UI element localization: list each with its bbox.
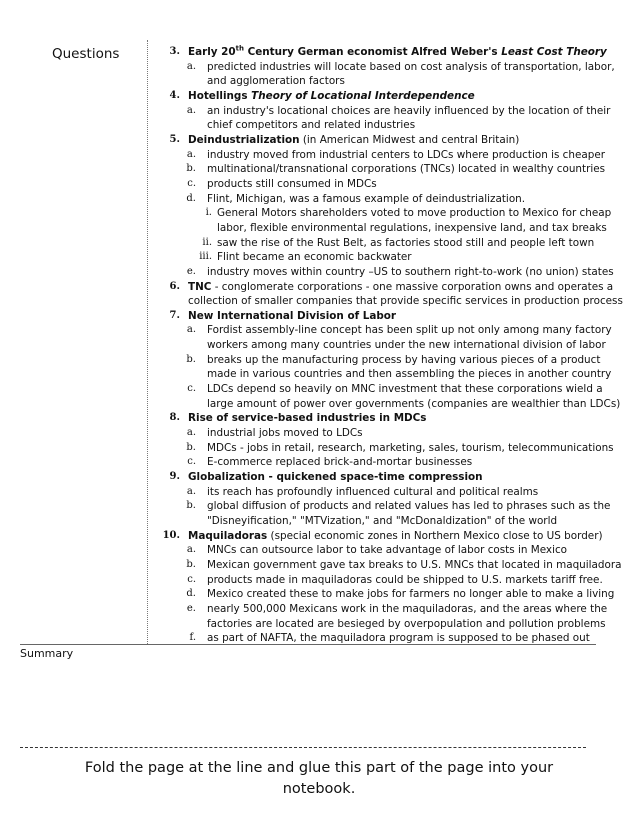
line-text: an industry's locational choices are heavily influenced by the location of their (207, 104, 611, 117)
text-run: TNC (188, 280, 212, 293)
continuation-line (162, 514, 596, 529)
sub-item (162, 441, 614, 456)
line-text (188, 281, 613, 293)
line-text: LDCs depend so heavily on MNC investment that these corporations wield a (207, 383, 603, 396)
continuation-line (162, 397, 621, 412)
line-text (188, 90, 475, 102)
text-run: Early 20 (188, 46, 236, 58)
line-text: Mexican government gave tax breaks to U.S. MNCs that located in maquiladora (207, 558, 622, 571)
sub-item-letter: b. (186, 441, 196, 453)
sub-item (162, 162, 606, 177)
line-text: Fordist assembly-line concept has been split up not only among many factory (207, 324, 612, 337)
line-text: made in various countries and then assembling the pieces in another country (207, 368, 612, 381)
line-text: chief competitors and related industries (207, 119, 416, 132)
item-number: 7. (169, 309, 180, 321)
line-text (188, 134, 519, 146)
roman-numeral: iii. (199, 251, 212, 263)
outline-item (162, 309, 596, 324)
line-text: products made in maquiladoras could be shipped to U.S. markets tariff free. (207, 573, 603, 586)
text-run: - conglomerate corporations - one massive corporation owns and operates a (211, 280, 614, 293)
line-text: its reach has profoundly influenced cultural and political realms (207, 485, 539, 498)
text-run: Least Cost Theory (501, 46, 607, 58)
sub-item-letter: c. (187, 383, 196, 395)
text-run: Theory of Locational Interdependence (251, 89, 475, 102)
sub-item-letter: a. (186, 104, 196, 116)
sub-item (162, 177, 596, 192)
line-text: collection of smaller companies that provide specific services in production process (188, 295, 623, 308)
continuation-line (162, 367, 612, 382)
text-run: Globalization - quickened space-time compression (188, 471, 483, 484)
line-text: industry moves within country –US to southern right-to-work (no union) states (207, 265, 614, 278)
line-text: large amount of power over governments (companies are wealthier than LDCs) (207, 397, 621, 410)
text-run: Century German economist Alfred Weber's (244, 46, 502, 58)
outline-item (162, 470, 596, 485)
line-text: predicted industries will locate based on cost analysis of transportation, labor, (207, 60, 615, 73)
sub-item (162, 265, 614, 280)
sub-item-letter: a. (186, 544, 196, 556)
sub-item-letter: a. (186, 60, 196, 72)
line-text: products still consumed in MDCs (207, 177, 377, 190)
summary-divider (20, 644, 596, 645)
outline-item (162, 280, 614, 295)
outline-item (162, 411, 596, 426)
line-text: multinational/transnational corporations (TNCs) located in wealthy countries (207, 163, 606, 176)
sub-item (162, 148, 605, 163)
sub-item-letter: b. (186, 163, 196, 175)
sub-item-letter: e. (186, 265, 196, 277)
continuation-line (162, 294, 623, 309)
sub-item-letter: d. (186, 588, 196, 600)
line-text: as part of NAFTA, the maquiladora program is supposed to be phased out (207, 632, 590, 645)
line-text (188, 310, 396, 322)
item-number: 3. (169, 46, 180, 57)
roman-item (162, 236, 596, 251)
sub-item-letter: b. (186, 353, 196, 365)
line-text: and agglomeration factors (207, 75, 345, 88)
continuation-line (162, 338, 606, 353)
continuation-line (162, 118, 596, 133)
sub-item (162, 192, 596, 207)
sub-item (162, 602, 608, 617)
item-number: 9. (169, 471, 180, 483)
item-number: 8. (169, 412, 180, 424)
line-text: factories are located are besieged by overpopulation and pollution problems (207, 617, 606, 630)
sub-item (162, 60, 615, 75)
item-number: 6. (169, 280, 180, 292)
item-number: 10. (162, 529, 180, 541)
questions-label: Questions (52, 46, 120, 62)
continuation-line (162, 221, 607, 236)
outline-item (162, 133, 596, 148)
continuation-line (162, 617, 606, 632)
text-run: th (235, 44, 244, 53)
sub-item (162, 323, 612, 338)
line-text: MDCs - jobs in retail, research, marketing, sales, tourism, telecommunications (207, 441, 614, 454)
line-text: industry moved from industrial centers to LDCs where production is cheaper (207, 148, 605, 161)
sub-item-letter: c. (187, 573, 196, 585)
sub-item-letter: b. (186, 500, 196, 512)
sub-item-letter: a. (186, 148, 196, 160)
text-run: Rise of service-based industries in MDCs (188, 412, 427, 425)
sub-item-letter: c. (187, 456, 196, 468)
fold-instruction: Fold the page at the line and glue this part of the page into your notebook. (84, 760, 554, 797)
summary-label: Summary (20, 647, 74, 660)
sub-item-letter: a. (186, 324, 196, 336)
line-text: Mexico created these to make jobs for farmers no longer able to make a living (207, 588, 615, 601)
sub-item (162, 426, 596, 441)
notes-content (162, 44, 623, 646)
text-run: (in American Midwest and central Britain) (299, 133, 520, 146)
text-run: (special economic zones in Northern Mexico close to US border) (267, 529, 603, 542)
line-text: breaks up the manufacturing process by having various pieces of a product (207, 353, 601, 366)
sub-item (162, 455, 596, 470)
continuation-line (162, 74, 596, 89)
column-divider (147, 40, 149, 644)
item-number: 5. (169, 133, 180, 145)
sub-item-letter: d. (186, 192, 196, 204)
line-text: nearly 500,000 Mexicans work in the maquiladoras, and the areas where the (207, 602, 608, 615)
line-text: E-commerce replaced brick-and-mortar businesses (207, 456, 473, 469)
text-run: New International Division of Labor (188, 309, 397, 322)
sub-item (162, 485, 596, 500)
sub-item-letter: b. (186, 558, 196, 570)
line-text: MNCs can outsource labor to take advantage of labor costs in Mexico (207, 544, 568, 557)
sub-item-letter: c. (187, 177, 196, 189)
outline-item (162, 44, 607, 60)
line-text: global diffusion of products and related values has led to phrases such as the (207, 500, 611, 513)
line-text: labor, flexible environmental regulations, inexpensive land, and tax breaks (217, 221, 607, 234)
sub-item (162, 573, 603, 588)
fold-line (20, 747, 586, 748)
outline-item (162, 529, 603, 544)
sub-item (162, 382, 603, 397)
line-text: Flint became an economic backwater (217, 251, 412, 264)
sub-item-letter: a. (186, 485, 196, 497)
line-text: "Disneyification," "MTVization," and "McDonaldization" of the world (207, 515, 558, 527)
roman-item (162, 206, 612, 221)
sub-item-letter: e. (186, 602, 196, 614)
sub-item-letter: a. (186, 427, 196, 439)
sub-item (162, 104, 611, 119)
line-text (188, 412, 426, 424)
sub-item (162, 587, 615, 602)
roman-numeral: i. (205, 207, 212, 219)
sub-item (162, 499, 611, 514)
line-text: Flint, Michigan, was a famous example of deindustrialization. (207, 192, 526, 205)
roman-item (162, 250, 596, 265)
sub-item (162, 543, 596, 558)
sub-item (162, 558, 622, 573)
line-text: General Motors shareholders voted to move production to Mexico for cheap (217, 207, 612, 220)
line-text (188, 46, 607, 58)
line-text: saw the rise of the Rust Belt, as factories stood still and people left town (217, 236, 595, 249)
text-run: Maquiladoras (188, 529, 268, 542)
line-text: workers among many countries under the new international division of labor (207, 339, 606, 352)
item-number: 4. (169, 89, 180, 101)
roman-numeral: ii. (202, 236, 212, 248)
text-run: Hotellings (188, 89, 252, 102)
line-text (188, 530, 603, 542)
line-text (188, 471, 483, 483)
text-run: Deindustrialization (188, 133, 300, 146)
sub-item-letter: f. (189, 632, 196, 644)
outline-item (162, 89, 596, 104)
line-text: industrial jobs moved to LDCs (207, 427, 363, 440)
sub-item (162, 353, 601, 368)
